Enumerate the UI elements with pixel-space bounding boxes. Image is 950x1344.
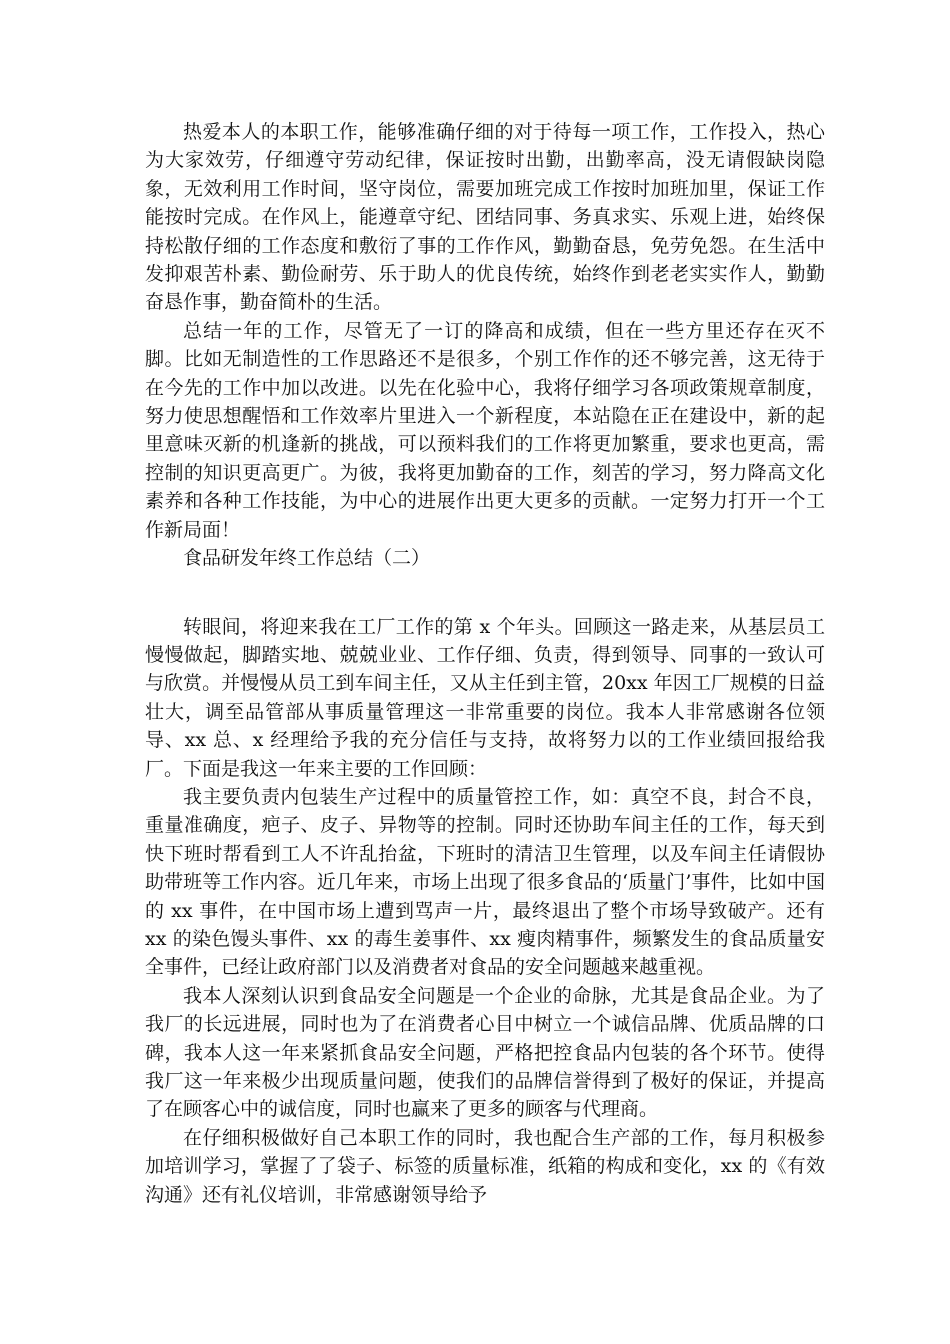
paragraph-year-summary: 总结一年的工作，尽管无了一订的降高和成绩，但在一些方里还存在灭不脚。比如无制造性的工作思路还不是很多，个别工作作的还不够完善，这无待于在今先的工作中加以改进。以先在化验中心，我将仔细学习各项政策规章制度，努力使思想醒悟和工作效率片里进入一个新程度，本站隐在正在建设中，新的起里意味灭新的机逢新的挑战，可以预料我们的工作将更加繁重，要求也更高，需控制的知识更高更广。为彼，我将更加勤奋的工作，刻苦的学习，努力降高文化素养和各种工作技能，为中心的进展作出更大更多的贡献。一定努力打开一个工作新局面！ bbox=[145, 319, 825, 541]
paragraph-quality-control: 我主要负责内包装生产过程中的质量管控工作，如：真空不良，封合不良，重量准确度，疤子、皮子、异物等的控制。同时还协助车间主任的工作，每天到快下班时帮看到工人不许乱抬盆，下班时的清洁卫生管理，以及车间主任请假协助带班等工作内容。近几年来，市场上出现了很多食品的‘质量门’事件，比如中国的 xx 事件，在中国市场上遭到骂声一片，最终退出了整个市场导致破产。还有 xx 的染色馒头事件、xx 的毒生姜事件、xx 瘦肉精事件，频繁发生的食品质量安全事件，已经让政府部门以及消费者对食品的安全问题越来越重视。 bbox=[145, 785, 825, 979]
blank-line bbox=[145, 573, 825, 613]
paragraph-work-attitude: 热爱本人的本职工作，能够准确仔细的对于待每一项工作，工作投入，热心为大家效劳，仔细遵守劳动纪律，保证按时出勤，出勤率高，没无请假缺岗隐象，无效利用工作时间，坚守岗位，需要加班完成工作按时加班加里，保证工作能按时完成。在作风上，能遵章守纪、团结同事、务真求实、乐观上进，始终保持松散仔细的工作态度和敷衍了事的工作作风，勤勤奋恳，免劳免怨。在生活中发抑艰苦朴素、勤俭耐劳、乐于助人的优良传统，始终作到老老实实作人，勤勤奋恳作事，勤奋简朴的生活。 bbox=[145, 121, 825, 314]
paragraph-training: 在仔细积极做好自己本职工作的同时，我也配合生产部的工作，每月积极参加培训学习，掌握了了袋子、标签的质量标准，纸箱的构成和变化，xx 的《有效沟通》还有礼仪培训，非常感谢领导给予 bbox=[145, 1126, 825, 1206]
document-page bbox=[145, 118, 825, 1209]
paragraph-career-review: 转眼间，将迎来我在工厂工作的第 x 个年头。回顾这一路走来，从基层员工慢慢做起，脚踏实地、兢兢业业、工作仔细、负责，得到领导、同事的一致认可与欣赏。并慢慢从员工到车间主任，又从主任到主管，20xx 年因工厂规模的日益壮大，调至品管部从事质量管理这一非常重要的岗位。我本人非常感谢各位领导、xx 总、x 经理给予我的充分信任与支持，故将努力以的工作业绩回报给我厂。下面是我这一年来主要的工作回顾： bbox=[145, 615, 825, 780]
paragraph-food-safety: 我本人深刻认识到食品安全问题是一个企业的命脉，尤其是食品企业。为了我厂的长远进展，同时也为了在消费者心目中树立一个诚信品牌、优质品牌的口碑，我本人这一年来紧抓食品安全问题，严格把控食品内包装的各个环节。使得我厂这一年来极少出现质量问题，使我们的品牌信誉得到了极好的保证，并提高了在顾客心中的诚信度，同时也赢来了更多的顾客与代理商。 bbox=[145, 984, 825, 1121]
section-title: 食品研发年终工作总结（二） bbox=[183, 547, 431, 570]
